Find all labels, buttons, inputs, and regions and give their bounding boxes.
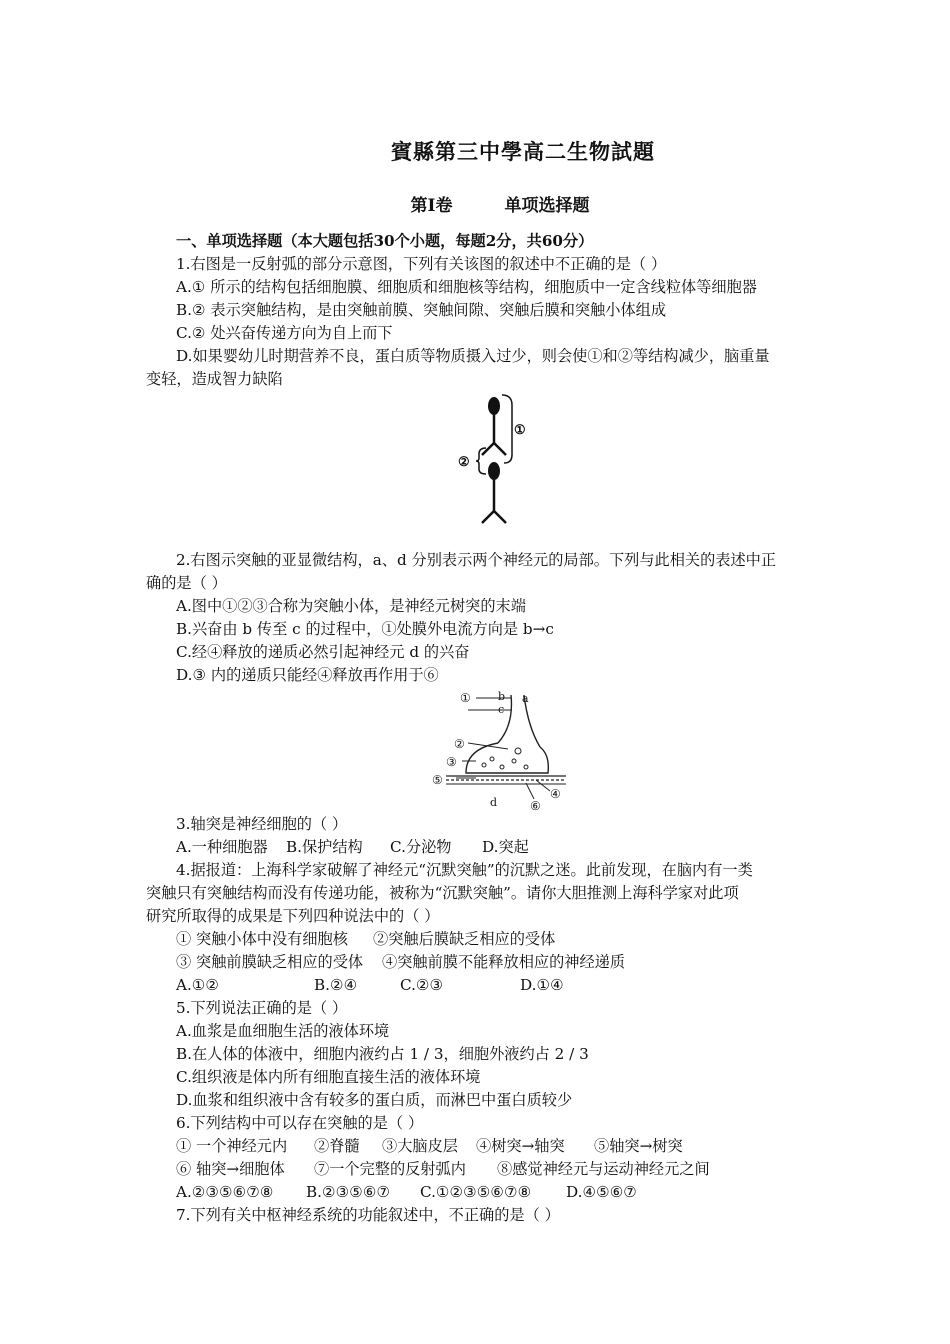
q6-option-d: D.④⑤⑥⑦ [566, 1183, 637, 1201]
vesicle [512, 759, 516, 763]
q4-stem: 4.据报道：上海科学家破解了神经元“沉默突触”的沉默之迷。此前发现，在脑内有一类 [176, 861, 753, 879]
q6-option-a: A.②③⑤⑥⑦⑧ [176, 1183, 274, 1201]
q3-option-c: C.分泌物 [390, 838, 452, 856]
q6-item-5: ⑤轴突→树突 [594, 1137, 683, 1155]
q1-option-d: D.如果婴幼儿时期营养不良，蛋白质等物质摄入过少，则会使①和②等结构减少，脑重量 [176, 347, 770, 365]
q2-option-d: D.③ 内的递质只能经④释放再作用于⑥ [176, 666, 439, 684]
fig2-label-a: a [522, 692, 529, 705]
q4-option-a: A.①② [176, 976, 220, 994]
fig2-label-6: ⑥ [530, 799, 541, 813]
vesicle [482, 763, 486, 767]
q6-item-1: ① 一个神经元内 [176, 1137, 288, 1155]
q5-option-a: A.血浆是血细胞生活的液体环境 [176, 1022, 390, 1040]
q4-options [146, 974, 816, 997]
q4-statements-row1 [146, 928, 816, 951]
fig2-label-4: ④ [550, 787, 561, 801]
reflex-arc-diagram [146, 391, 816, 549]
q5-option-b: B.在人体的体液中，细胞内液约占 1 / 3，细胞外液约占 2 / 3 [176, 1045, 589, 1063]
leader-2 [468, 743, 508, 749]
q7-stem: 7.下列有关中枢神经系统的功能叙述中，不正确的是（ ） [176, 1206, 560, 1224]
mitochondrion [515, 748, 521, 754]
q6-item-4: ④树突→轴突 [476, 1137, 565, 1155]
part-label: 第Ⅰ卷 [410, 196, 453, 216]
part-title: 单项选择题 [504, 196, 590, 216]
question-list [146, 230, 816, 1227]
q2-option-a: A.图中①②③合称为突触小体，是神经元树突的末端 [176, 597, 526, 615]
fig2-label-b: b [498, 690, 506, 703]
q2-stem: 2.右图示突触的亚显微结构，a、d 分别表示两个神经元的局部。下列与此相关的表述中正 [176, 551, 777, 569]
upper-neuron-body [488, 397, 500, 415]
q4-statement-3: ③ 突触前膜缺乏相应的受体 [176, 953, 364, 971]
q5-stem: 5.下列说法正确的是（ ） [176, 999, 348, 1017]
q4-stem-cont1: 突触只有突触结构而没有传递功能，被称为“沉默突触”。请你大胆推测上海科学家对此项 [146, 884, 739, 902]
q1-stem: 1.右图是一反射弧的部分示意图，下列有关该图的叙述中不正确的是（ ） [176, 255, 667, 273]
vesicle [524, 765, 528, 769]
fig2-label-1: ① [460, 691, 471, 705]
q4-statement-2: ②突触后膜缺乏相应的受体 [373, 930, 556, 948]
q4-stem-cont2: 研究所取得的成果是下列四种说法中的（ ） [146, 907, 440, 925]
q2-option-c: C.经④释放的递质必然引起神经元 d 的兴奋 [176, 643, 470, 661]
vesicle [490, 757, 494, 761]
q6-item-3: ③大脑皮层 [382, 1137, 458, 1155]
q4-statements-row2 [146, 951, 816, 974]
section-heading: 一、单项选择题（本大题包括30个小题，每题2分，共60分） [176, 232, 594, 250]
q1-option-c: C.② 处兴奋传递方向为自上而下 [176, 324, 393, 342]
fig2-label-2: ② [454, 737, 465, 751]
q6-options [146, 1181, 816, 1204]
lower-neuron-body [488, 462, 500, 480]
q6-items-row1 [146, 1135, 816, 1158]
q5-option-c: C.组织液是体内所有细胞直接生活的液体环境 [176, 1068, 481, 1086]
q6-option-b: B.②③⑤⑥⑦ [306, 1183, 391, 1201]
q3-options [146, 836, 816, 859]
part-heading [0, 191, 950, 216]
synapse-diagram [146, 687, 816, 813]
q1-option-a: A.① 所示的结构包括细胞膜、细胞质和细胞核等结构，细胞质中一定含线粒体等细胞器 [176, 278, 757, 296]
q1-option-d-cont: 变轻，造成智力缺陷 [146, 370, 283, 388]
fig2-label-c: c [498, 703, 505, 716]
q3-stem: 3.轴突是神经细胞的（ ） [176, 815, 348, 833]
synaptic-knob [466, 743, 548, 773]
q1-option-b: B.② 表示突触结构，是由突触前膜、突触间隙、突触后膜和突触小体组成 [176, 301, 667, 319]
fig1-label-2: ② [458, 455, 470, 470]
fig1-label-1: ① [514, 423, 526, 438]
fig2-label-d: d [490, 796, 498, 809]
q4-option-d: D.①④ [520, 976, 564, 994]
exam-title: 賓縣第三中學高二生物試題 [391, 139, 655, 164]
q2-stem-cont: 确的是（ ） [146, 574, 227, 592]
q1-reflex-arc-figure [146, 391, 816, 549]
q3-option-a: A.一种细胞器 [176, 838, 268, 856]
q6-item-2: ②脊髓 [314, 1137, 360, 1155]
upper-neuron-terminal [482, 443, 506, 455]
q3-option-d: D.突起 [482, 838, 529, 856]
q4-option-c: C.②③ [400, 976, 444, 994]
q6-item-6: ⑥ 轴突→细胞体 [176, 1160, 285, 1178]
q2-option-b: B.兴奋由 b 传至 c 的过程中，①处膜外电流方向是 b→c [176, 620, 554, 638]
q4-statement-4: ④突触前膜不能释放相应的神经递质 [382, 953, 625, 971]
fig2-label-3: ③ [446, 755, 457, 769]
q6-stem: 6.下列结构中可以存在突触的是（ ） [176, 1114, 424, 1132]
lower-neuron-terminal [482, 511, 506, 523]
q6-option-c: C.①②③⑤⑥⑦⑧ [420, 1183, 532, 1201]
q3-option-b: B.保护结构 [286, 838, 363, 856]
fig2-label-5: ⑤ [432, 773, 443, 787]
q6-item-7: ⑦一个完整的反射弧内 [314, 1160, 466, 1178]
q6-items-row2 [146, 1158, 816, 1181]
q2-synapse-figure [146, 687, 816, 813]
q5-option-d: D.血浆和组织液中含有较多的蛋白质，而淋巴中蛋白质较少 [176, 1091, 573, 1109]
q6-item-8: ⑧感觉神经元与运动神经元之间 [497, 1160, 710, 1178]
vesicle [500, 765, 504, 769]
q4-option-b: B.②④ [314, 976, 358, 994]
q4-statement-1: ① 突触小体中没有细胞核 [176, 930, 348, 948]
leader-4 [536, 780, 550, 791]
